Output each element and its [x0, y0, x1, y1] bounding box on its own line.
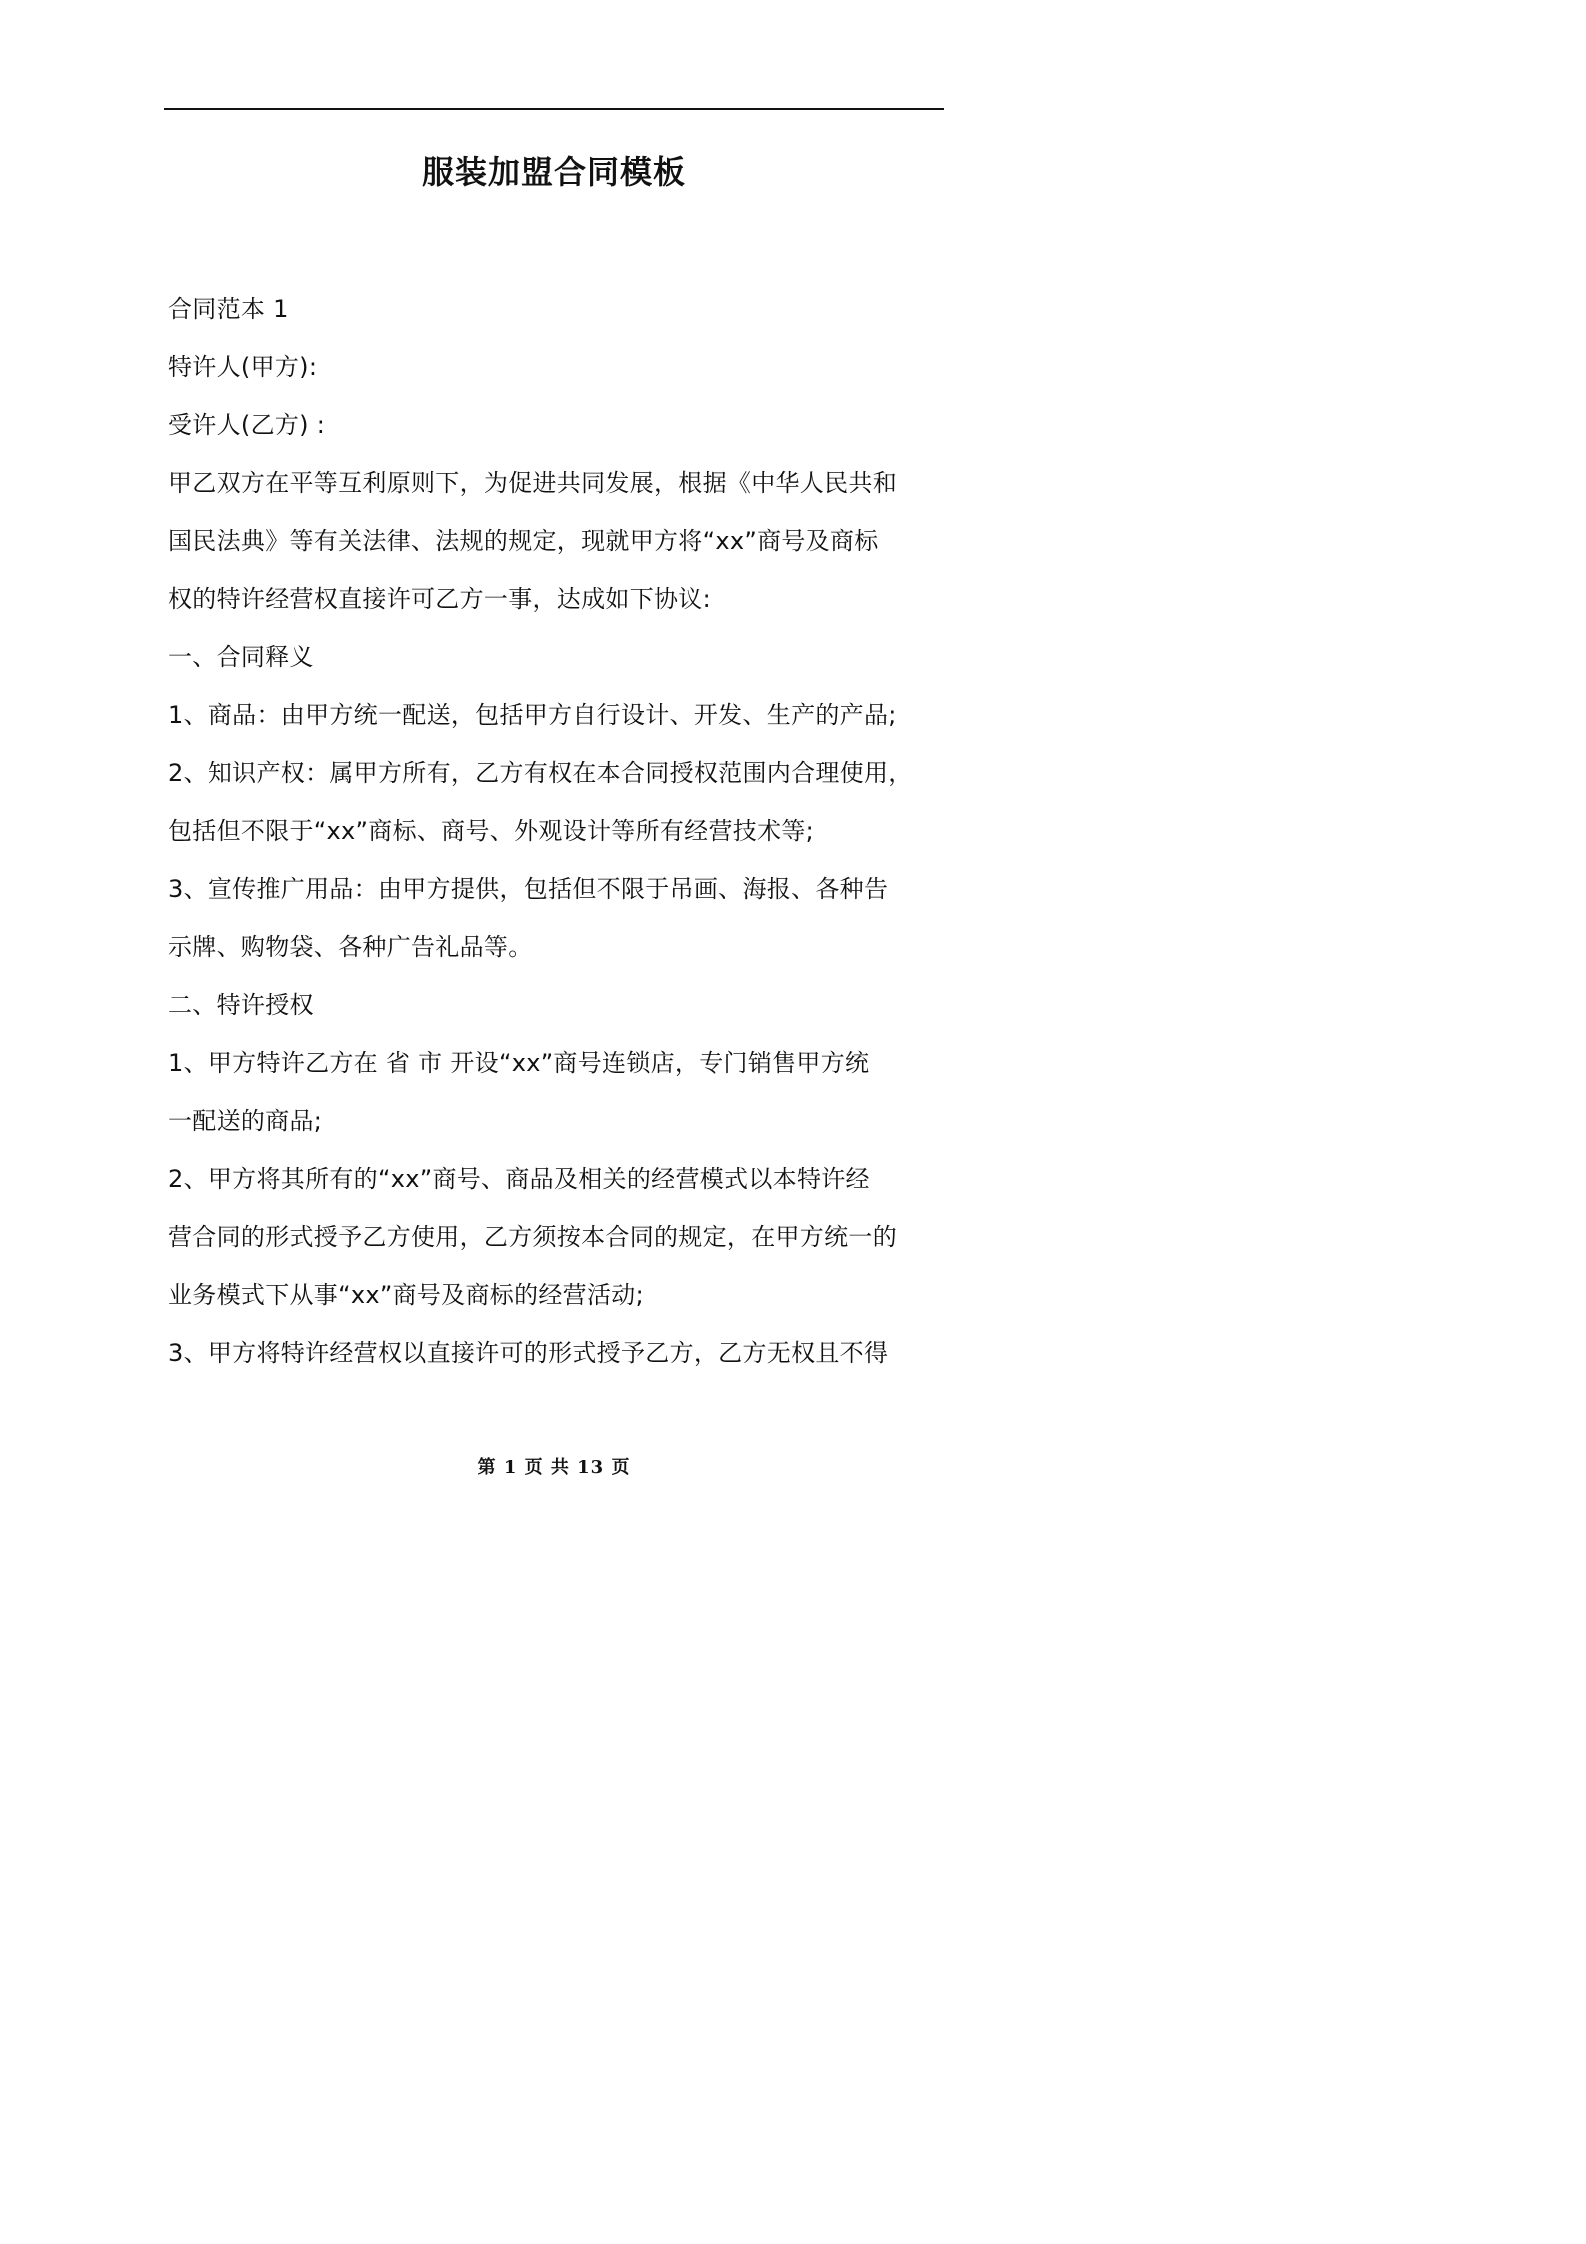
- body-line: 2、知识产权：属甲方所有，乙方有权在本合同授权范围内合理使用，: [168, 759, 913, 787]
- body-line: 甲乙双方在平等互利原则下，为促进共同发展，根据《中华人民共和: [168, 469, 897, 497]
- header-rule: [164, 108, 944, 110]
- body-line: 业务模式下从事“xx”商号及商标的经营活动;: [168, 1281, 644, 1309]
- section-heading: 一、合同释义: [168, 643, 314, 671]
- body-line: 1、商品：由甲方统一配送，包括甲方自行设计、开发、生产的产品;: [168, 701, 897, 729]
- document-page: [0, 0, 1104, 1561]
- page-number-footer: 第 1 页 共 13 页: [477, 1457, 631, 1478]
- body-line: 特许人(甲方):: [168, 353, 318, 381]
- document-title: 服装加盟合同模板: [421, 153, 686, 191]
- body-line: 包括但不限于“xx”商标、商号、外观设计等所有经营技术等;: [168, 817, 815, 845]
- body-line: 1、甲方特许乙方在 省 市 开设“xx”商号连锁店，专门销售甲方统: [168, 1049, 870, 1077]
- document-body: [168, 280, 948, 1382]
- body-line: 2、甲方将其所有的“xx”商号、商品及相关的经营模式以本特许经: [168, 1165, 870, 1193]
- body-line: 3、甲方将特许经营权以直接许可的形式授予乙方，乙方无权且不得: [168, 1339, 889, 1367]
- body-line: 一配送的商品;: [168, 1107, 323, 1135]
- body-line: 示牌、购物袋、各种广告礼品等。: [168, 933, 533, 961]
- body-line: 合同范本 1: [168, 295, 289, 323]
- body-line: 受许人(乙方) :: [168, 411, 326, 439]
- section-heading: 二、特许授权: [168, 991, 314, 1019]
- body-line: 3、宣传推广用品：由甲方提供，包括但不限于吊画、海报、各种告: [168, 875, 889, 903]
- body-line: 权的特许经营权直接许可乙方一事，达成如下协议:: [168, 585, 711, 613]
- body-line: 营合同的形式授予乙方使用，乙方须按本合同的规定，在甲方统一的: [168, 1223, 897, 1251]
- body-line: 国民法典》等有关法律、法规的规定，现就甲方将“xx”商号及商标: [168, 527, 879, 555]
